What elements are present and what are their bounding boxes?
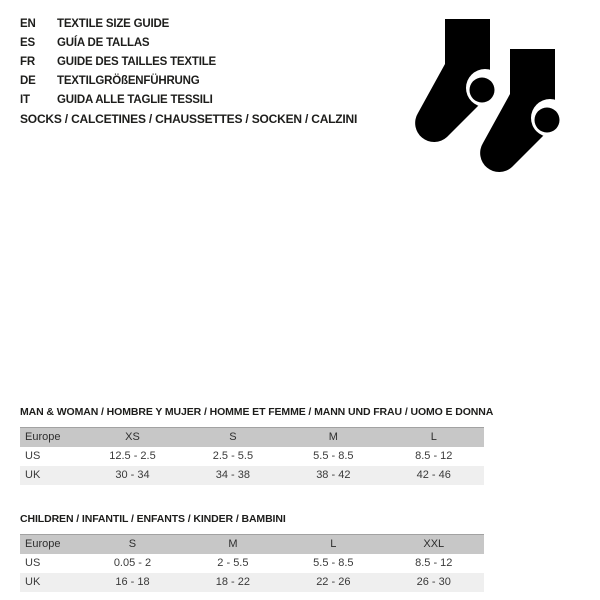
language-label: GUÍA DE TALLAS xyxy=(57,37,150,49)
language-label: TEXTILGRÖßENFÜHRUNG xyxy=(57,75,200,87)
size-cell: 30 - 34 xyxy=(115,469,150,481)
size-cell: 8.5 - 12 xyxy=(415,557,453,569)
row-label: US xyxy=(25,557,41,569)
size-cell: 18 - 22 xyxy=(215,576,251,588)
language-row-en xyxy=(20,15,216,34)
table-row-uk xyxy=(20,573,484,592)
header-cell-size: L xyxy=(330,538,337,550)
language-label: GUIDA ALLE TAGLIE TESSILI xyxy=(57,94,213,106)
size-cell: 12.5 - 2.5 xyxy=(109,450,156,462)
language-code: IT xyxy=(20,94,30,106)
size-cell: 5.5 - 8.5 xyxy=(313,450,354,462)
language-label: GUIDE DES TAILLES TEXTILE xyxy=(57,56,216,68)
size-cell: 26 - 30 xyxy=(416,576,451,588)
size-cell: 2 - 5.5 xyxy=(217,557,249,569)
header-cell-size: M xyxy=(328,431,338,443)
language-row-de xyxy=(20,72,216,91)
size-cell: 22 - 26 xyxy=(316,576,351,588)
table-header-row xyxy=(20,428,484,448)
header-cell-size: XXL xyxy=(423,538,445,550)
header-cell-region: Europe xyxy=(25,538,61,550)
table-row-us xyxy=(20,447,484,466)
language-code: DE xyxy=(20,75,36,87)
size-table xyxy=(20,534,484,592)
table-title: MAN & WOMAN / HOMBRE Y MUJER / HOMME ET FEMME / MANN UND FRAU / UOMO E DONNA xyxy=(20,406,494,418)
sock-left-icon xyxy=(415,19,504,142)
size-cell: 2.5 - 5.5 xyxy=(212,450,254,462)
language-list xyxy=(20,15,216,110)
size-cell: 42 - 46 xyxy=(416,469,451,481)
table-header-row xyxy=(20,535,484,555)
header-cell-region: Europe xyxy=(25,431,61,443)
size-cell: 16 - 18 xyxy=(115,576,150,588)
size-cell: 5.5 - 8.5 xyxy=(313,557,354,569)
size-table xyxy=(20,427,484,485)
row-label: UK xyxy=(25,469,41,481)
size-cell: 8.5 - 12 xyxy=(415,450,453,462)
language-label: TEXTILE SIZE GUIDE xyxy=(57,18,170,30)
table-man-woman xyxy=(20,405,494,485)
table-row-uk xyxy=(20,466,484,485)
language-row-it xyxy=(20,91,216,110)
language-code: FR xyxy=(20,56,35,68)
sock-right-icon xyxy=(480,49,560,172)
size-cell: 38 - 42 xyxy=(316,469,351,481)
header-cell-size: XS xyxy=(125,431,140,443)
header-cell-size: M xyxy=(228,538,238,550)
size-cell: 34 - 38 xyxy=(215,469,251,481)
row-label: US xyxy=(25,450,41,462)
header-cell-size: S xyxy=(229,431,237,443)
size-cell: 0.05 - 2 xyxy=(113,557,152,569)
language-code: EN xyxy=(20,18,36,30)
table-title: CHILDREN / INFANTIL / ENFANTS / KINDER / BAMBINI xyxy=(20,513,286,525)
table-row-us xyxy=(20,554,484,573)
language-row-es xyxy=(20,34,216,53)
language-code: ES xyxy=(20,37,35,49)
row-label: UK xyxy=(25,576,41,588)
table-children xyxy=(20,512,484,592)
header-cell-size: S xyxy=(128,538,137,550)
category-title: SOCKS / CALCETINES / CHAUSSETTES / SOCKEN / CALZINI xyxy=(20,112,358,126)
language-row-fr xyxy=(20,53,216,72)
header-cell-size: L xyxy=(430,431,437,443)
socks-icon xyxy=(410,16,560,181)
